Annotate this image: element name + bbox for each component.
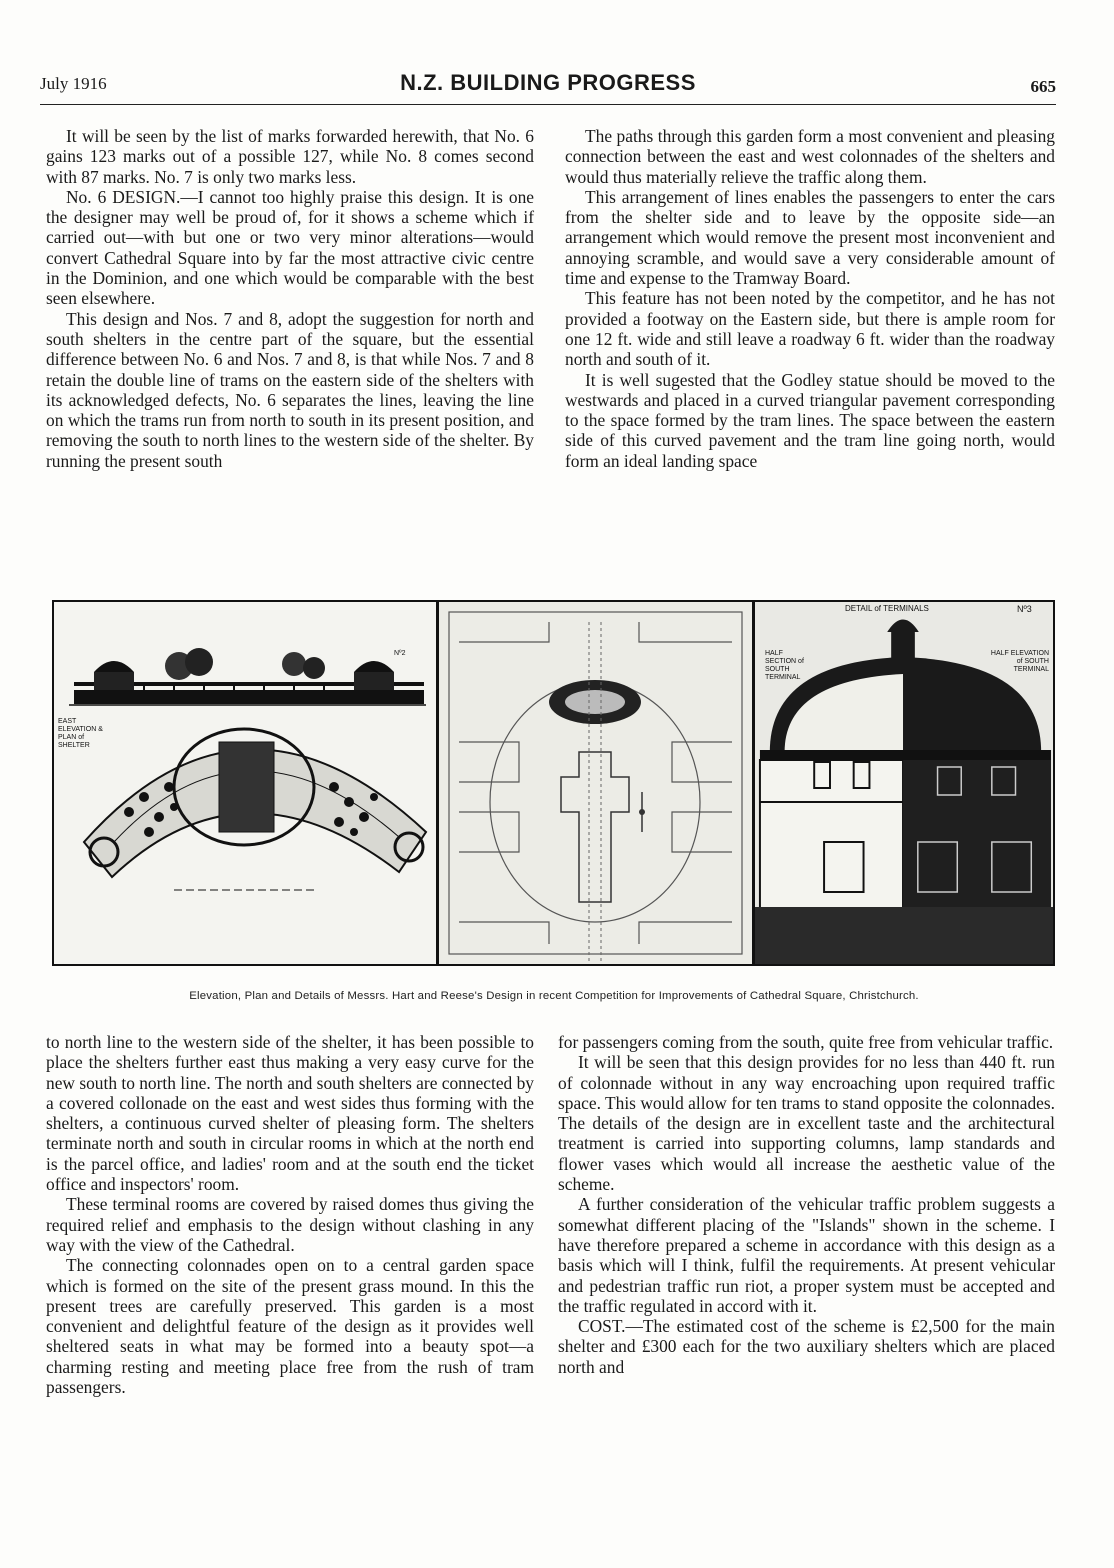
text-column-1	[46, 126, 534, 471]
page-number: 665	[1030, 77, 1056, 96]
text-column-2	[565, 126, 1055, 471]
elevation-plan-panel	[54, 602, 436, 964]
drawing-number-label: Nº2	[394, 650, 406, 657]
paragraph: COST.—The estimated cost of the scheme is £2,500 for the main shelter and £300 each for the two auxiliary shelters which are placed north and	[558, 1316, 1055, 1377]
paragraph: It will be seen that this design provides for no less than 440 ft. run of colonnade without in any way encroaching upon required traffic space. This would allow for ten trams to stand opposite the colonnades. The details of the design are in excellent taste and the architectural treatment is carried into supporting columns, lamp standards and flower vases which would all increase the aesthetic value of the scheme.	[558, 1052, 1055, 1195]
half-elevation-label: HALF ELEVATION of SOUTH TERMINAL	[990, 650, 1049, 673]
paragraph: This arrangement of lines enables the passengers to enter the cars from the shelter side and to leave by the opposite side—an arrangement which would remove the present most inconvenient and annoying scramble, and would save a very considerable amount of time and expense to the Tramway Board.	[565, 186, 1055, 289]
paragraph: This feature has not been noted by the competitor, and he has not provided a footway on the Eastern side, but there is ample room for one 12 ft. wide and still leave a roadway 6 ft. wider than the roadway north and south of it.	[565, 288, 1055, 370]
text-column-3	[46, 1032, 534, 1397]
figure-caption: Elevation, Plan and Details of Messrs. Hart and Reese's Design in recent Competition for Improvements of Cathedral Square, Christchurch.	[189, 990, 919, 1002]
issue-date: July 1916	[40, 74, 107, 93]
paragraph: It will be seen by the list of marks forwarded herewith, that No. 6 gains 123 marks out of a possible 127, while No. 8 comes second with 87 marks. No. 7 is only two marks less.	[46, 126, 534, 187]
terminal-detail-title: DETAIL of TERMINALS	[845, 604, 929, 613]
running-header	[40, 70, 1056, 105]
paragraph: This design and Nos. 7 and 8, adopt the suggestion for north and south shelters in the centre part of the square, but the essential difference between No. 6 and Nos. 7 and 8, is that while Nos. 7 and 8 retain the double line of trams on the eastern side of the shelters with its acknowledged defects, No. 6 separates the lines, leaving the line on which the trams run from north to south in its present position, and removing the south to north lines to the western side of the shelter. By running the present south	[46, 308, 534, 471]
half-section-label: HALF SECTION of SOUTH TERMINAL	[765, 650, 804, 681]
cathedral-square-plan-drawing	[439, 602, 752, 964]
paragraph: The paths through this garden form a most convenient and pleasing connection between the east and west colonnades of the shelters and would thus materially relieve the traffic along them.	[565, 126, 1055, 187]
paragraph: These terminal rooms are covered by raised domes thus giving the required relief and emphasis to the design without clashing in any way with the view of the Cathedral.	[46, 1194, 534, 1255]
journal-title: N.Z. BUILDING PROGRESS	[400, 70, 696, 95]
terminal-detail-panel	[755, 602, 1053, 964]
paragraph: to north line to the western side of the shelter, it has been possible to place the shelters further east thus making a very easy curve for the new south to north line. The north and south shelters are connected by a covered collonade on the east and west sides thus forming with the shelters, a continuous curved shelter of pleasing form. The shelters terminate north and south in circular rooms in which at the north end is the parcel office, and ladies' room and at the south end the ticket office and inspectors' room.	[46, 1032, 534, 1195]
design-illustration	[52, 600, 1055, 966]
paragraph: No. 6 DESIGN.—I cannot too highly praise this design. It is one the designer may well be proud of, for it shows a scheme which if carried out—with but one or two very minor alterations—would convert Cathedral Square into by far the most attractive civic centre in the Dominion, and one which would be comparable with the best seen elsewhere.	[46, 186, 534, 309]
shelter-elevation-plan-drawing	[54, 602, 436, 964]
paragraph: for passengers coming from the south, quite free from vehicular traffic.	[558, 1032, 1054, 1052]
paragraph: It is well sugested that the Godley statue should be moved to the westwards and placed in a curved triangular pavement corresponding to the space formed by the tram lines. The space between the eastern side of this curved pavement and the tram line going north, would form an ideal landing space	[565, 369, 1055, 471]
paragraph: The connecting colonnades open on to a central garden space which is formed on the site of the present grass mound. In this the present trees are carefully preserved. This garden is a most convenient and delightful feature of the design as it provides well sheltered seats in what may be formed into a beauty spot—a charming resting and meeting place free from the rush of tram passengers.	[46, 1255, 534, 1398]
paragraph: A further consideration of the vehicular traffic problem suggests a somewhat different placing of the "Islands" shown in the scheme. I have therefore prepared a scheme in accordance with this design as a basis which will I think, fulfil the requirements. At present vehicular and pedestrian traffic run riot, a proper system must be accepted and the traffic regulated in accord with it.	[558, 1194, 1055, 1316]
elevation-plan-label: EAST ELEVATION & PLAN of SHELTER	[58, 718, 103, 749]
text-column-4	[558, 1032, 1055, 1377]
square-plan-panel	[439, 602, 752, 964]
drawing-number-label: Nº3	[1017, 604, 1032, 614]
